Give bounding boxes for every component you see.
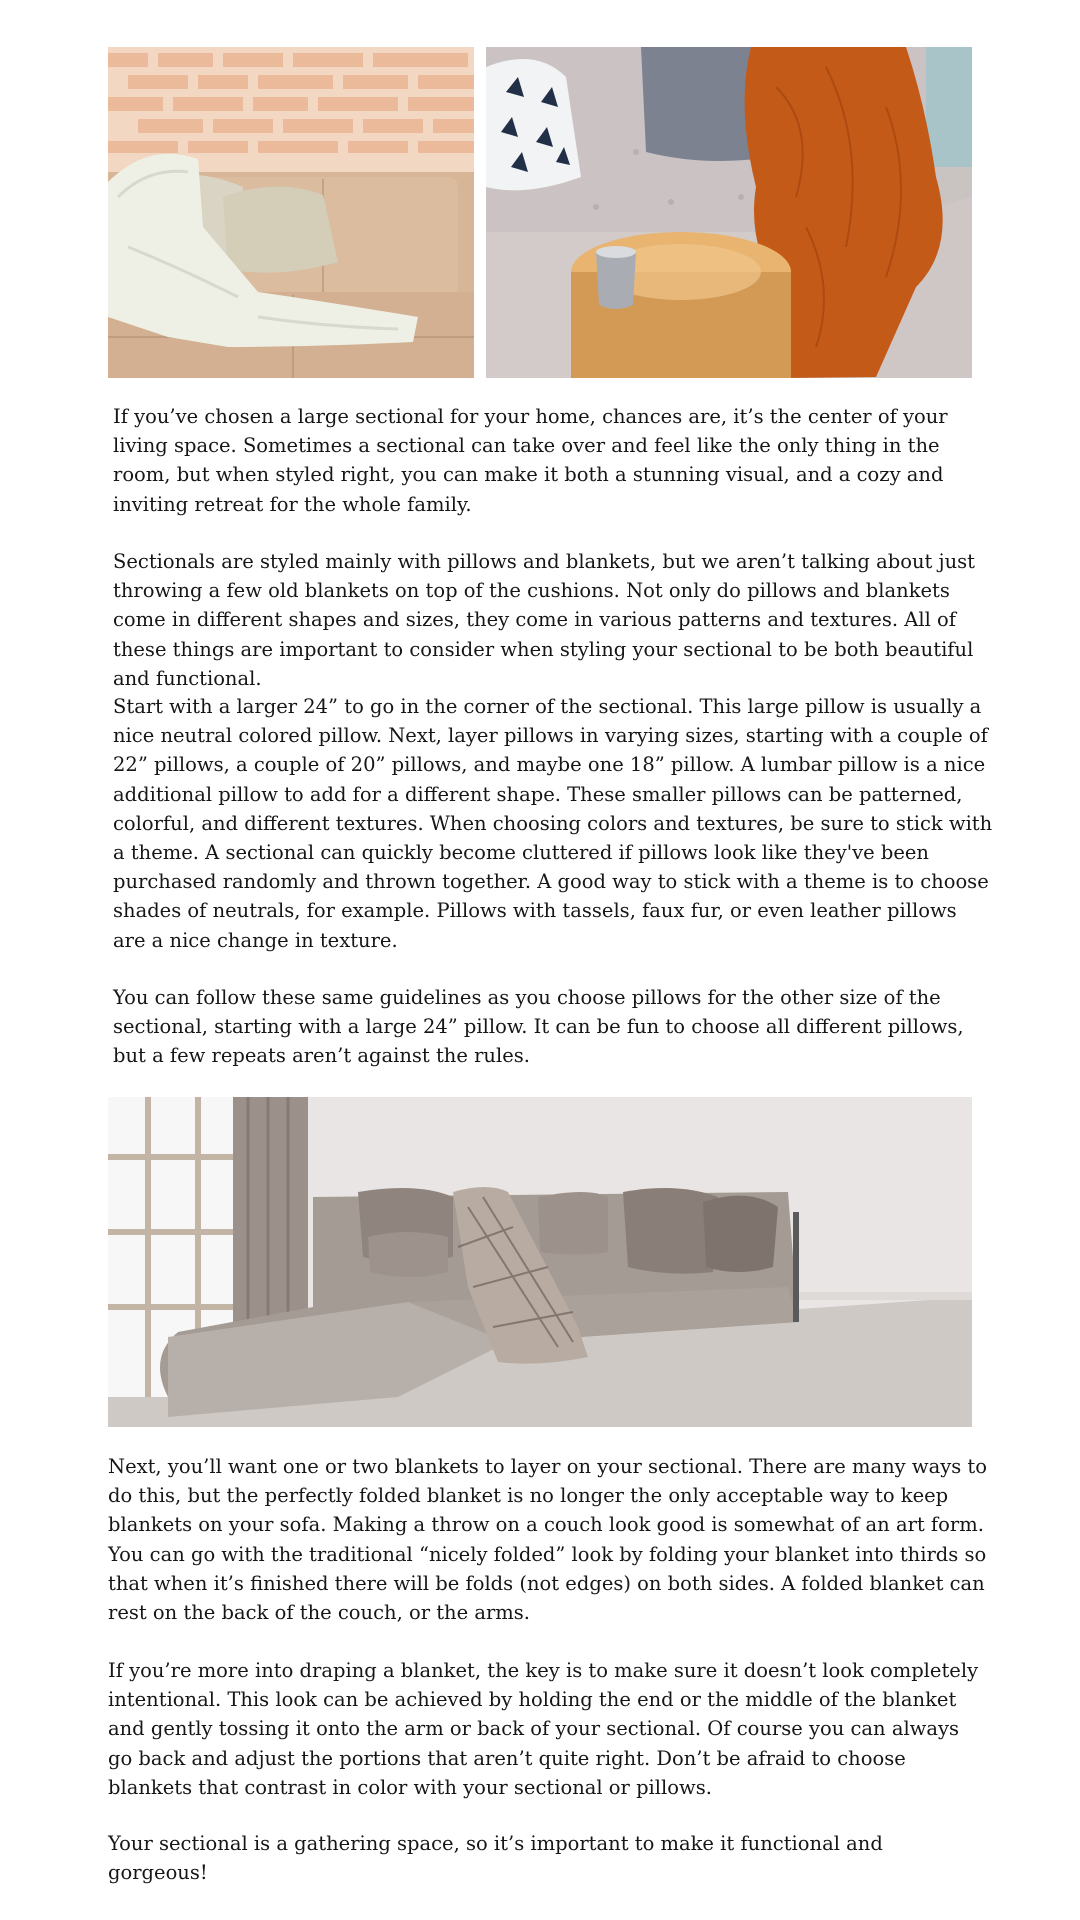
pillow-sizes-paragraph: Start with a larger 24” to go in the corner of the sectional. This large pillow is usually a nice neutral colored pillow. Next, layer pillows in varying sizes, starting with a couple of 22” pillows, a couple of 20” pillows, and maybe one 18” pillow. A lumbar pillow is a nice additional pillow to add for a different shape. These smaller pillows can be patterned, colorful, and different textures. When choosing colors and textures, be sure to stick with a theme. A sectional can quickly become cluttered if pillows look like they've been purchased randomly and thrown together. A good way to stick with a theme is to choose shades of neutrals, for example. Pillows with tassels, faux fur, or even leather pillows are a nice change in texture. [113,695,993,952]
draping-paragraph: If you’re more into draping a blanket, the key is to make sure it doesn’t look completely intentional. This look can be achieved by holding the end or the middle of the blanket and gently tossing it onto the arm or back of your sectional. Of course you can always go back and adjust the portions that aren’t quite right. Don’t be afraid to choose blankets that contrast in color with your sectional or pillows. [108,1659,979,1799]
blankets-paragraph: Next, you’ll want one or two blankets to layer on your sectional. There are many ways to do this, but the perfectly folded blanket is no longer the only acceptable way to keep blankets on your sofa. Making a throw on a couch look good is somewhat of an art form. You can go with the traditional “nicely folded” look by folding your blanket into thirds so that when it’s finished there will be folds (not edges) on both sides. A folded blanket can rest on the back of the couch, or the arms. [108,1455,987,1625]
other-side-paragraph: You can follow these same guidelines as you choose pillows for the other size of the sectional, starting with a large 24” pillow. It can be fun to choose all different pillows, but a few repeats aren’t against the rules. [113,986,964,1068]
gray-sectional-with-plaid-throw-photo [108,1097,972,1427]
closing-paragraph: Your sectional is a gathering space, so it’s important to make it functional and gorgeous! [108,1832,883,1885]
beige-sofa-with-knit-throw-photo [108,47,474,378]
gray-sectional-with-orange-throw-photo [486,47,972,378]
styling-paragraph: Sectionals are styled mainly with pillows and blankets, but we aren’t talking about just throwing a few old blankets on top of the cushions. Not only do pillows and blankets come in different shapes and sizes, they come in various patterns and textures. All of these things are important to consider when styling your sectional to be both beautiful and functional. [113,550,976,690]
intro-paragraph: If you’ve chosen a large sectional for your home, chances are, it’s the center of your living space. Sometimes a sectional can take over and feel like the only thing in the room, but when styled right, you can make it both a stunning visual, and a cozy and inviting retreat for the whole family. [113,405,948,516]
